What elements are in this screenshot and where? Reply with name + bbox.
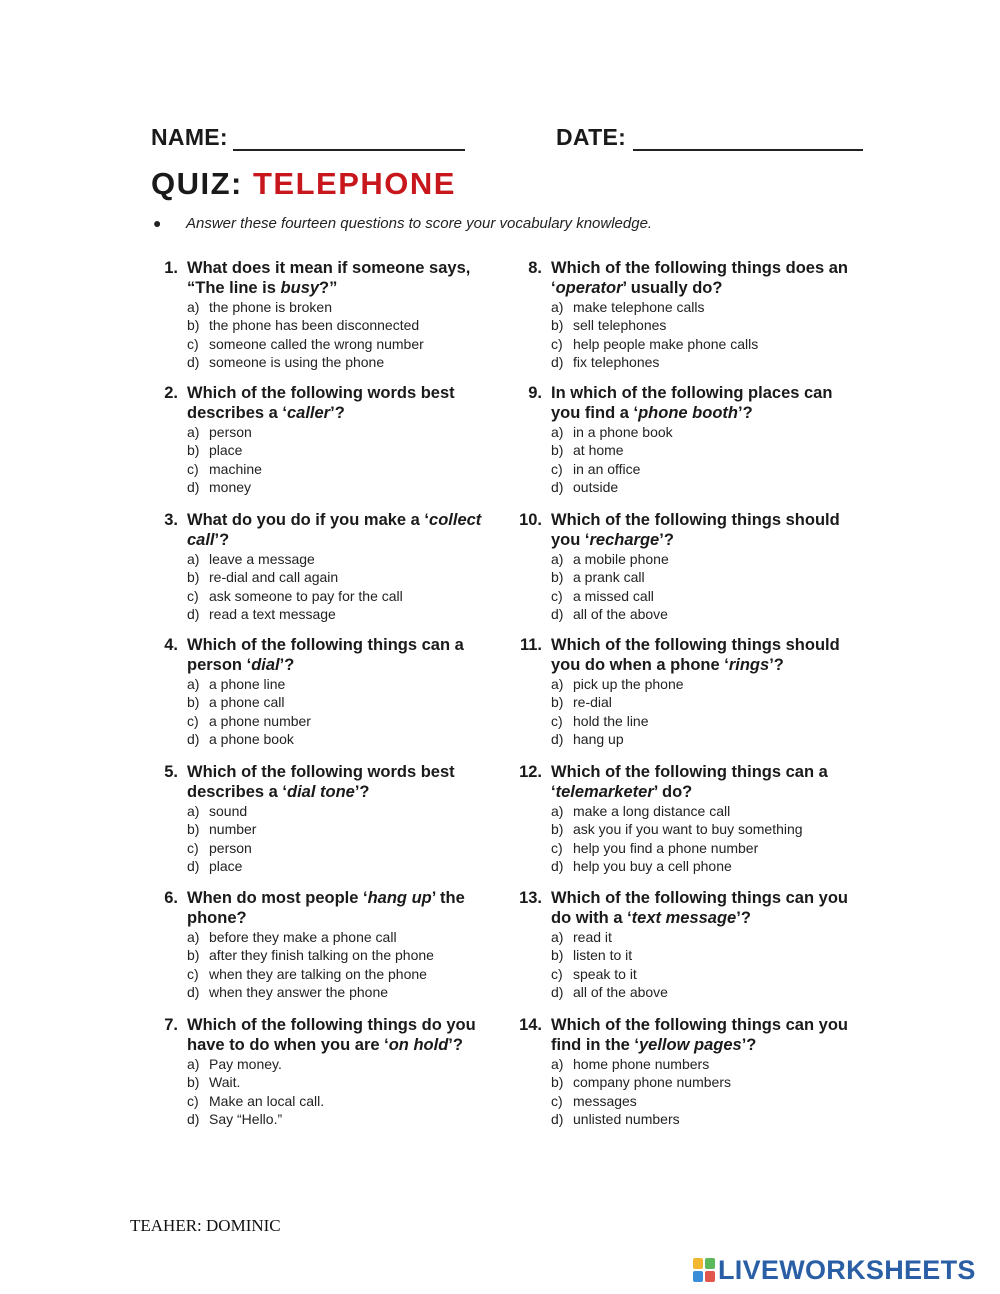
option-d[interactable] xyxy=(551,730,860,748)
option-text: ask someone to pay for the call xyxy=(209,587,403,604)
option-letter: d) xyxy=(187,983,200,1000)
option-text: a phone number xyxy=(209,712,311,729)
option-letter: b) xyxy=(187,442,200,459)
option-a[interactable] xyxy=(551,550,860,568)
question-number: 12. xyxy=(519,763,542,781)
question-header xyxy=(156,889,496,928)
question-number: 13. xyxy=(519,889,542,907)
question-text: Which of the following things can you do with a ‘text message’? xyxy=(551,889,848,927)
option-text: person xyxy=(209,424,252,440)
option-letter: c) xyxy=(187,460,199,477)
option-letter: a) xyxy=(551,803,564,819)
option-text: Make an local call. xyxy=(209,1092,325,1109)
option-b[interactable] xyxy=(187,693,496,711)
option-text: re-dial and call again xyxy=(209,569,339,586)
question-number: 8. xyxy=(528,259,542,277)
option-a[interactable] xyxy=(187,423,496,441)
question-1 xyxy=(156,259,496,371)
question-text: Which of the following things can a ‘telemarketer’ do? xyxy=(551,763,828,801)
option-letter: d) xyxy=(551,478,564,495)
option-d[interactable] xyxy=(551,605,860,623)
option-text: Wait. xyxy=(209,1074,241,1091)
option-letter: c) xyxy=(551,1092,563,1109)
option-letter: b) xyxy=(551,821,564,838)
option-c[interactable] xyxy=(551,1092,860,1110)
option-letter: a) xyxy=(551,551,564,567)
option-list xyxy=(520,298,860,371)
option-c[interactable] xyxy=(551,335,860,353)
option-list xyxy=(156,298,496,371)
option-letter: c) xyxy=(187,587,199,604)
option-text: Pay money. xyxy=(209,1056,282,1072)
option-text: speak to it xyxy=(573,965,637,982)
option-a[interactable] xyxy=(187,802,496,820)
option-b[interactable] xyxy=(187,820,496,838)
option-text: at home xyxy=(573,442,624,459)
option-text: a phone line xyxy=(209,676,286,692)
option-b[interactable] xyxy=(551,568,860,586)
question-text: Which of the following things can a person ‘dial’? xyxy=(187,636,464,674)
question-12 xyxy=(520,763,860,875)
option-a[interactable] xyxy=(551,1055,860,1073)
question-header xyxy=(520,384,860,423)
option-letter: c) xyxy=(187,965,199,982)
option-text: machine xyxy=(209,460,262,477)
instruction-text: Answer these fourteen questions to score your vocabulary knowledge. xyxy=(186,215,653,232)
option-letter: c) xyxy=(187,712,199,729)
option-d[interactable] xyxy=(551,1110,860,1128)
option-b[interactable] xyxy=(187,1073,496,1091)
option-letter: c) xyxy=(551,839,563,856)
option-letter: a) xyxy=(551,676,564,692)
option-text: leave a message xyxy=(209,551,315,567)
question-14 xyxy=(520,1016,860,1128)
option-d[interactable] xyxy=(187,983,496,1001)
question-header xyxy=(520,511,860,550)
option-text: sell telephones xyxy=(573,317,667,334)
option-b[interactable] xyxy=(187,946,496,964)
question-number: 1. xyxy=(164,259,178,277)
question-6 xyxy=(156,889,496,1001)
option-list xyxy=(520,550,860,623)
option-letter: c) xyxy=(551,587,563,604)
option-letter: b) xyxy=(551,694,564,711)
option-text: place xyxy=(209,857,243,874)
option-letter: b) xyxy=(551,1074,564,1091)
option-letter: c) xyxy=(551,460,563,477)
option-letter: c) xyxy=(187,335,199,352)
option-list xyxy=(156,928,496,1001)
option-d[interactable] xyxy=(551,478,860,496)
date-label: DATE: xyxy=(556,124,627,150)
option-d[interactable] xyxy=(187,605,496,623)
option-letter: a) xyxy=(551,929,564,945)
option-text: unlisted numbers xyxy=(573,1110,680,1127)
question-10 xyxy=(520,511,860,623)
option-text: fix telephones xyxy=(573,353,660,370)
option-text: home phone numbers xyxy=(573,1056,710,1072)
option-text: hang up xyxy=(573,730,624,747)
question-8 xyxy=(520,259,860,371)
option-text: a mobile phone xyxy=(573,551,669,567)
option-text: money xyxy=(209,478,252,495)
option-list xyxy=(520,928,860,1001)
option-b[interactable] xyxy=(551,693,860,711)
option-letter: a) xyxy=(187,803,200,819)
option-letter: d) xyxy=(187,857,200,874)
option-letter: c) xyxy=(551,965,563,982)
option-text: make a long distance call xyxy=(573,803,731,819)
question-9 xyxy=(520,384,860,496)
option-text: read it xyxy=(573,929,612,945)
option-text: re-dial xyxy=(573,694,612,711)
option-c[interactable] xyxy=(551,839,860,857)
option-text: a missed call xyxy=(573,587,654,604)
option-d[interactable] xyxy=(187,353,496,371)
option-b[interactable] xyxy=(551,1073,860,1091)
option-c[interactable] xyxy=(551,460,860,478)
option-a[interactable] xyxy=(187,675,496,693)
option-a[interactable] xyxy=(551,423,860,441)
brand-name: LIVEWORKSHEETS xyxy=(718,1254,976,1285)
option-letter: d) xyxy=(187,1110,200,1127)
option-letter: d) xyxy=(187,605,200,622)
option-letter: a) xyxy=(187,551,200,567)
option-d[interactable] xyxy=(187,1110,496,1128)
option-a[interactable] xyxy=(551,802,860,820)
option-letter: b) xyxy=(551,317,564,334)
question-header xyxy=(156,511,496,550)
option-letter: a) xyxy=(187,929,200,945)
question-number: 7. xyxy=(164,1016,178,1034)
option-b[interactable] xyxy=(551,820,860,838)
option-c[interactable] xyxy=(187,335,496,353)
option-list xyxy=(156,675,496,748)
option-text: read a text message xyxy=(209,605,336,622)
question-text: In which of the following places can you find a ‘phone booth’? xyxy=(551,384,833,422)
question-2 xyxy=(156,384,496,496)
question-header xyxy=(156,763,496,802)
option-c[interactable] xyxy=(551,587,860,605)
question-number: 9. xyxy=(528,384,542,402)
question-header xyxy=(520,889,860,928)
option-letter: d) xyxy=(551,353,564,370)
option-text: sound xyxy=(209,803,248,819)
question-header xyxy=(520,259,860,298)
question-header xyxy=(156,259,496,298)
question-header xyxy=(156,1016,496,1055)
option-d[interactable] xyxy=(187,478,496,496)
option-letter: c) xyxy=(551,335,563,352)
option-c[interactable] xyxy=(551,965,860,983)
option-a[interactable] xyxy=(551,298,860,316)
option-list xyxy=(520,423,860,496)
option-text: when they answer the phone xyxy=(209,983,389,1000)
question-5 xyxy=(156,763,496,875)
quiz-title-topic: TELEPHONE xyxy=(253,166,456,201)
question-text: Which of the following things does an ‘operator’ usually do? xyxy=(551,259,848,297)
question-13 xyxy=(520,889,860,1001)
option-text: help you buy a cell phone xyxy=(573,857,732,874)
question-text: What does it mean if someone says, “The line is busy?” xyxy=(187,259,471,297)
question-text: Which of the following words best describes a ‘dial tone’? xyxy=(187,763,455,801)
option-c[interactable] xyxy=(551,712,860,730)
option-letter: b) xyxy=(187,947,200,964)
option-c[interactable] xyxy=(187,839,496,857)
option-a[interactable] xyxy=(187,928,496,946)
option-text: someone called the wrong number xyxy=(209,335,424,352)
option-text: a phone call xyxy=(209,694,285,711)
option-letter: d) xyxy=(551,983,564,1000)
option-letter: b) xyxy=(187,694,200,711)
option-list xyxy=(156,550,496,623)
option-d[interactable] xyxy=(551,983,860,1001)
option-a[interactable] xyxy=(187,298,496,316)
option-text: place xyxy=(209,442,243,459)
question-number: 10. xyxy=(519,511,542,529)
option-letter: d) xyxy=(551,730,564,747)
option-list xyxy=(520,802,860,875)
option-d[interactable] xyxy=(187,730,496,748)
question-number: 6. xyxy=(164,889,178,907)
quiz-title xyxy=(151,166,456,202)
option-text: the phone is broken xyxy=(209,299,332,315)
option-d[interactable] xyxy=(187,857,496,875)
quiz-title-prefix: QUIZ: xyxy=(151,166,243,201)
option-text: a phone book xyxy=(209,730,294,747)
question-text: Which of the following things should you ‘recharge’? xyxy=(551,511,840,549)
header-row xyxy=(151,124,871,156)
question-header xyxy=(520,1016,860,1055)
option-list xyxy=(156,423,496,496)
option-text: help people make phone calls xyxy=(573,335,759,352)
brand-logo xyxy=(693,1255,976,1285)
option-c[interactable] xyxy=(187,1092,496,1110)
option-letter: b) xyxy=(551,569,564,586)
option-letter: a) xyxy=(187,299,200,315)
option-letter: a) xyxy=(187,424,200,440)
question-number: 5. xyxy=(164,763,178,781)
teacher-name: TEAHER: DOMINIC xyxy=(130,1216,281,1235)
option-text: help you find a phone number xyxy=(573,839,759,856)
question-3 xyxy=(156,511,496,623)
name-field[interactable] xyxy=(233,149,465,151)
option-letter: a) xyxy=(187,1056,200,1072)
question-text: Which of the following things do you have to do when you are ‘on hold’? xyxy=(187,1016,476,1054)
option-letter: b) xyxy=(551,947,564,964)
option-a[interactable] xyxy=(551,928,860,946)
option-letter: c) xyxy=(187,1092,199,1109)
option-text: all of the above xyxy=(573,983,668,1000)
question-7 xyxy=(156,1016,496,1128)
option-c[interactable] xyxy=(187,460,496,478)
question-header xyxy=(520,636,860,675)
option-b[interactable] xyxy=(187,316,496,334)
option-letter: a) xyxy=(551,299,564,315)
option-text: number xyxy=(209,821,257,838)
option-letter: d) xyxy=(551,1110,564,1127)
question-text: Which of the following things should you do when a phone ‘rings’? xyxy=(551,636,840,674)
question-header xyxy=(156,384,496,423)
option-letter: d) xyxy=(551,605,564,622)
option-letter: a) xyxy=(551,424,564,440)
option-text: after they finish talking on the phone xyxy=(209,947,434,964)
option-text: pick up the phone xyxy=(573,676,684,692)
option-text: the phone has been disconnected xyxy=(209,317,420,334)
option-letter: d) xyxy=(187,478,200,495)
option-text: someone is using the phone xyxy=(209,353,385,370)
option-text: ask you if you want to buy something xyxy=(573,821,803,838)
question-number: 4. xyxy=(164,636,178,654)
question-text: Which of the following words best describes a ‘caller’? xyxy=(187,384,455,422)
option-letter: a) xyxy=(551,1056,564,1072)
question-text: When do most people ‘hang up’ the phone? xyxy=(187,889,465,927)
option-b[interactable] xyxy=(187,441,496,459)
option-letter: d) xyxy=(187,353,200,370)
question-11 xyxy=(520,636,860,748)
option-text: messages xyxy=(573,1092,637,1109)
option-letter: b) xyxy=(187,569,200,586)
option-list xyxy=(520,1055,860,1128)
option-list xyxy=(156,1055,496,1128)
option-a[interactable] xyxy=(551,675,860,693)
option-letter: b) xyxy=(187,317,200,334)
question-text: Which of the following things can you find in the ‘yellow pages’? xyxy=(551,1016,848,1054)
question-number: 11. xyxy=(519,636,542,654)
option-text: when they are talking on the phone xyxy=(209,965,427,982)
option-a[interactable] xyxy=(187,550,496,568)
name-label: NAME: xyxy=(151,124,228,150)
option-letter: b) xyxy=(187,821,200,838)
option-letter: b) xyxy=(187,1074,200,1091)
option-letter: b) xyxy=(551,442,564,459)
bullet-icon: ● xyxy=(153,215,162,231)
option-b[interactable] xyxy=(551,946,860,964)
brand-icon xyxy=(693,1258,715,1282)
option-letter: d) xyxy=(187,730,200,747)
option-d[interactable] xyxy=(551,353,860,371)
option-c[interactable] xyxy=(187,587,496,605)
option-text: in a phone book xyxy=(573,424,673,440)
option-list xyxy=(156,802,496,875)
option-list xyxy=(520,675,860,748)
instruction xyxy=(153,215,652,232)
date-field[interactable] xyxy=(633,149,863,151)
option-text: all of the above xyxy=(573,605,668,622)
question-4 xyxy=(156,636,496,748)
option-text: company phone numbers xyxy=(573,1074,731,1091)
option-text: outside xyxy=(573,478,619,495)
option-c[interactable] xyxy=(187,712,496,730)
option-letter: d) xyxy=(551,857,564,874)
question-number: 14. xyxy=(519,1016,542,1034)
option-b[interactable] xyxy=(187,568,496,586)
option-text: make telephone calls xyxy=(573,299,705,315)
question-number: 3. xyxy=(164,511,178,529)
option-letter: c) xyxy=(551,712,563,729)
question-header xyxy=(156,636,496,675)
option-text: hold the line xyxy=(573,712,649,729)
option-text: in an office xyxy=(573,460,641,477)
option-b[interactable] xyxy=(551,316,860,334)
option-text: before they make a phone call xyxy=(209,929,397,945)
option-a[interactable] xyxy=(187,1055,496,1073)
option-text: a prank call xyxy=(573,569,645,586)
option-letter: c) xyxy=(187,839,199,856)
option-b[interactable] xyxy=(551,441,860,459)
option-text: Say “Hello.” xyxy=(209,1110,283,1127)
option-text: listen to it xyxy=(573,947,633,964)
question-text: What do you do if you make a ‘collect call’? xyxy=(187,511,482,549)
option-text: person xyxy=(209,839,252,856)
question-number: 2. xyxy=(164,384,178,402)
question-header xyxy=(520,763,860,802)
option-letter: a) xyxy=(187,676,200,692)
option-c[interactable] xyxy=(187,965,496,983)
option-d[interactable] xyxy=(551,857,860,875)
